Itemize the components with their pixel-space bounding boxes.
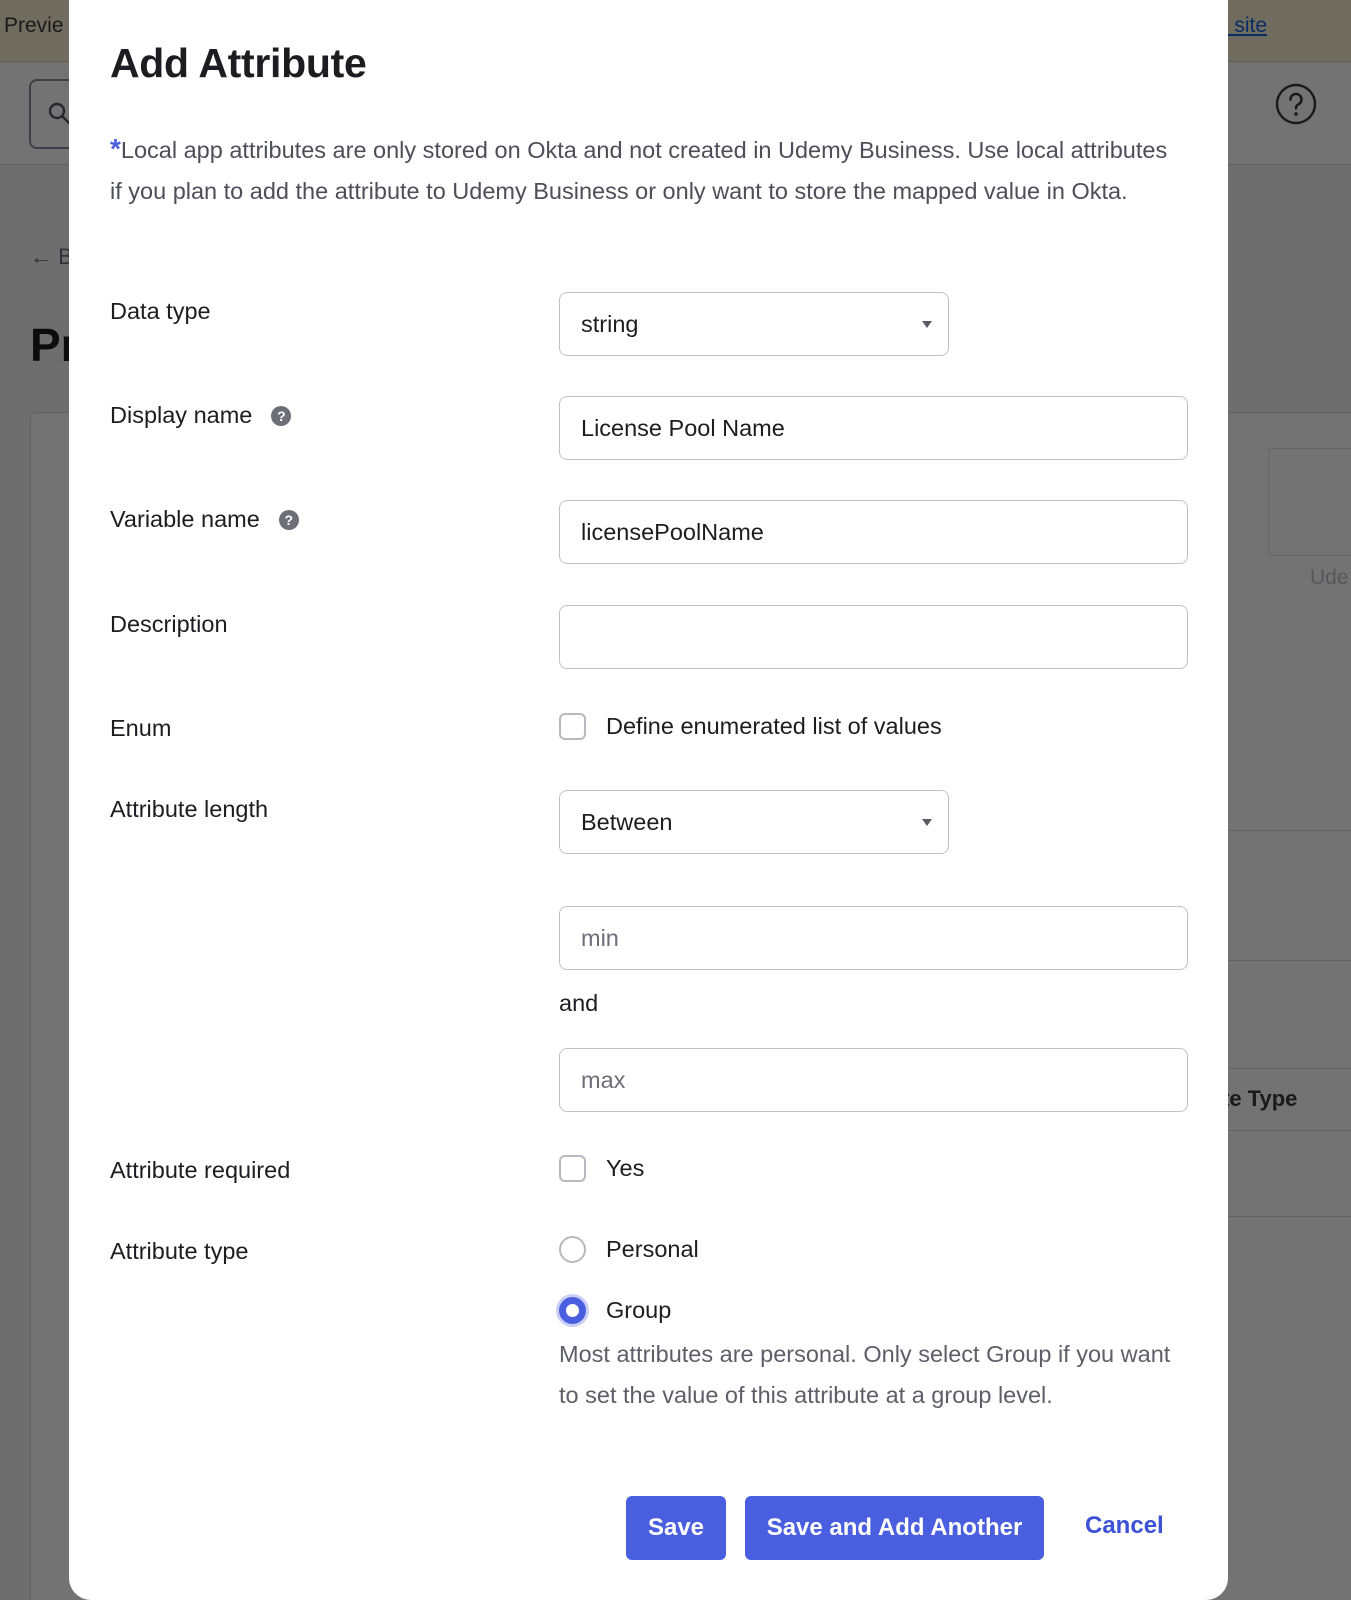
variable-name-input[interactable] [559,500,1188,564]
description-label: Description [110,611,228,637]
help-icon[interactable]: ? [279,510,299,530]
display-name-input[interactable] [559,396,1188,460]
max-length-input[interactable] [559,1048,1188,1112]
description-input[interactable] [559,605,1188,669]
data-type-value: string [581,310,639,337]
radio-personal[interactable] [559,1236,586,1263]
dialog-title: Add Attribute [110,40,367,86]
min-length-input[interactable] [559,906,1188,970]
attribute-length-select[interactable] [559,790,949,854]
data-type-select[interactable] [559,292,949,356]
add-attribute-dialog [69,0,1228,1600]
radio-group-label: Group [606,1297,672,1323]
help-icon[interactable]: ? [271,406,291,426]
save-and-add-another-button[interactable]: Save and Add Another [745,1496,1044,1560]
attribute-type-label: Attribute type [110,1238,249,1264]
radio-personal-row[interactable] [559,1236,699,1263]
display-name-label [110,402,291,429]
attribute-type-hint: Most attributes are personal. Only select Group if you want to set the value of this attribute at a group level. [559,1341,1171,1408]
variable-name-label [110,506,299,533]
enum-checkbox-row[interactable] [559,713,942,740]
save-button[interactable]: Save [626,1496,726,1560]
radio-personal-label: Personal [606,1236,699,1262]
variable-name-label-text: Variable name [110,506,260,532]
chevron-down-icon [922,321,932,328]
local-attributes-notice [110,129,1170,211]
attribute-required-label: Attribute required [110,1157,291,1183]
notice-text: Local app attributes are only stored on Okta and not created in Udemy Business. Use local attributes if you plan to add the attribute to Udemy Business or only want to store the mapped value in Okta. [110,137,1168,204]
display-name-label-text: Display name [110,402,253,428]
enum-checkbox[interactable] [559,713,586,740]
min-length-placeholder: min [581,924,619,951]
display-name-value: License Pool Name [581,414,785,441]
attribute-length-label: Attribute length [110,796,269,822]
enum-checkbox-label: Define enumerated list of values [606,713,942,739]
chevron-down-icon [922,819,932,826]
variable-name-value: licensePoolName [581,518,764,545]
data-type-label: Data type [110,298,211,324]
attribute-required-checkbox-label: Yes [606,1155,645,1181]
enum-label: Enum [110,715,172,741]
asterisk-icon: * [110,133,121,164]
max-length-placeholder: max [581,1066,626,1093]
attribute-required-checkbox-row[interactable] [559,1155,644,1182]
attribute-required-checkbox[interactable] [559,1155,586,1182]
radio-group[interactable] [559,1297,586,1324]
radio-group-row[interactable] [559,1297,671,1324]
cancel-button[interactable]: Cancel [1085,1512,1164,1539]
attribute-length-value: Between [581,808,673,835]
and-text: and [559,990,599,1016]
